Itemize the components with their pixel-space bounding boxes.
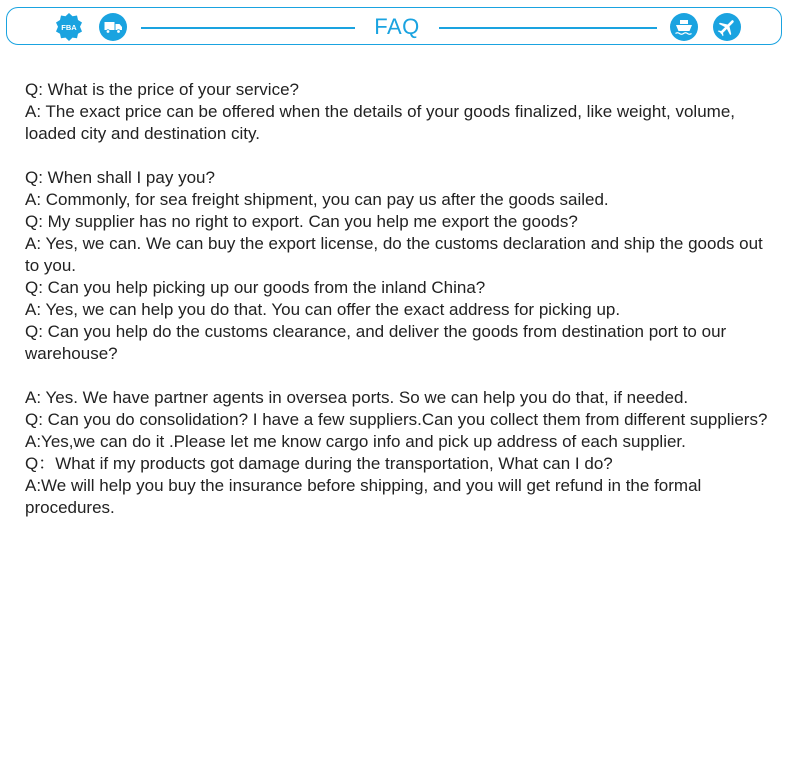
faq-answer: A: The exact price can be offered when the details of your goods finalized, like weight, volume, loaded city and destination city. xyxy=(25,102,736,143)
fba-badge-label: FBA xyxy=(61,23,77,32)
paragraph-gap xyxy=(25,365,775,387)
faq-answer: A: Yes. We have partner agents in oversea ports. So we can help you do that, if needed. xyxy=(25,388,689,407)
faq-question: Q: When shall I pay you? xyxy=(25,168,215,187)
fba-badge-icon xyxy=(55,13,83,41)
faq-question: Q: What is the price of your service? xyxy=(25,80,299,99)
ship-icon xyxy=(670,13,698,41)
paragraph-gap xyxy=(25,145,775,167)
truck-icon xyxy=(99,13,127,41)
faq-question: Q: My supplier has no right to export. Can you help me export the goods? xyxy=(25,212,578,231)
faq-question: Q: Can you help do the customs clearance, and deliver the goods from destination port to our warehouse? xyxy=(25,322,727,363)
faq-question: Q: Can you do consolidation? I have a few suppliers.Can you collect them from different suppliers? xyxy=(25,410,768,429)
faq-question: Q: Can you help picking up our goods from the inland China? xyxy=(25,278,486,297)
faq-answer: A: Yes, we can. We can buy the export license, do the customs declaration and ship the goods out to you. xyxy=(25,234,763,275)
faq-content xyxy=(25,79,775,519)
faq-answer: A: Yes, we can help you do that. You can offer the exact address for picking up. xyxy=(25,300,621,319)
airplane-icon xyxy=(713,13,741,41)
faq-answer: A:We will help you buy the insurance before shipping, and you will get refund in the formal procedures. xyxy=(25,476,702,517)
header-divider-left xyxy=(141,27,355,29)
header-divider-right xyxy=(439,27,657,29)
faq-answer: A: Commonly, for sea freight shipment, you can pay us after the goods sailed. xyxy=(25,190,609,209)
page-title: FAQ xyxy=(374,14,420,39)
faq-question: Q：What if my products got damage during the transportation, What can I do? xyxy=(25,454,613,473)
faq-header-bar xyxy=(6,7,782,45)
faq-answer: A:Yes,we can do it .Please let me know cargo info and pick up address of each supplier. xyxy=(25,432,686,451)
